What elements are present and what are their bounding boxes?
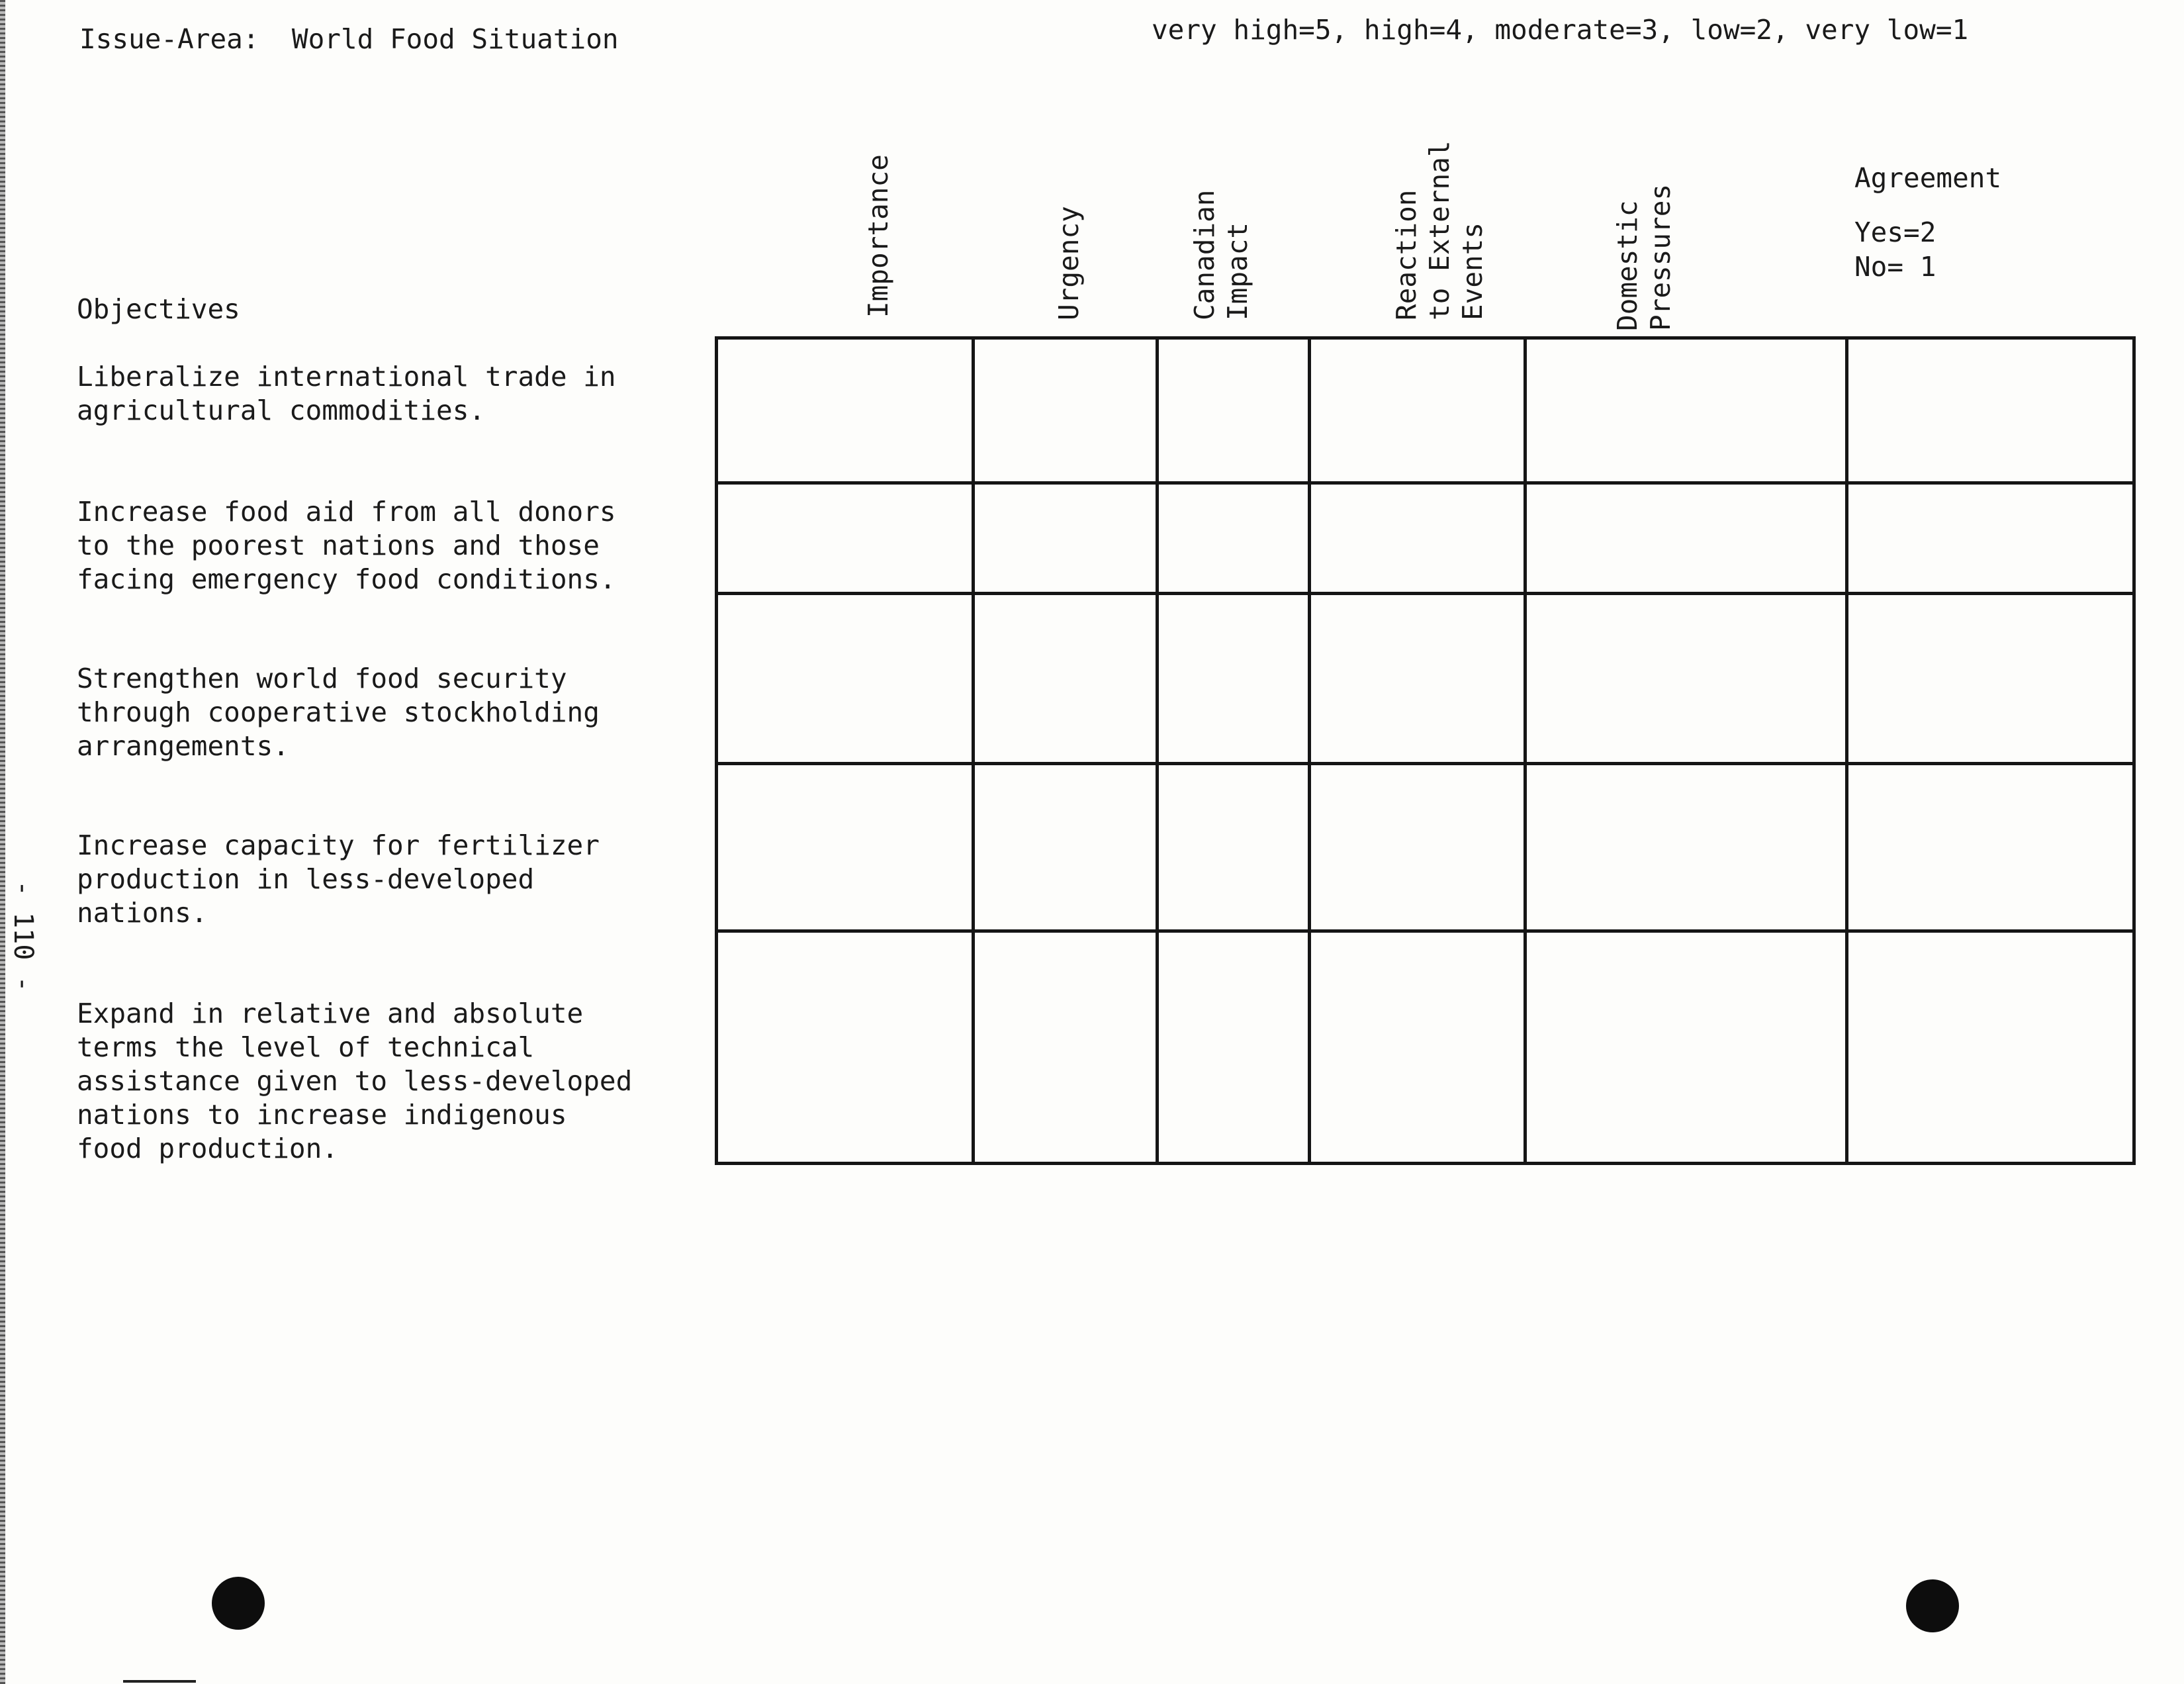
cell-canadian-impact[interactable] [1158, 483, 1310, 593]
cell-reaction[interactable] [1310, 931, 1525, 1163]
cell-reaction[interactable] [1310, 483, 1525, 593]
cell-importance[interactable] [717, 763, 974, 931]
cell-domestic-pressures[interactable] [1525, 593, 1847, 763]
cell-reaction[interactable] [1310, 763, 1525, 931]
punch-hole-left [212, 1577, 265, 1630]
column-header-urgency: Urgency [1053, 206, 1085, 320]
grid-row-objective-5 [717, 931, 2134, 1163]
cell-canadian-impact[interactable] [1158, 338, 1310, 483]
rating-grid [715, 336, 2136, 1165]
cell-agreement[interactable] [1847, 338, 2134, 483]
page-number: - 110 - [8, 880, 38, 992]
column-header-canadian-impact: Canadian Impact [1189, 189, 1253, 320]
rating-scale-legend: very high=5, high=4, moderate=3, low=2, very low=1 [1152, 14, 1969, 46]
grid-row-objective-1 [717, 338, 2134, 483]
cell-urgency[interactable] [974, 483, 1158, 593]
grid-row-objective-2 [717, 483, 2134, 593]
column-header-reaction-external-events: Reaction to External Events [1390, 140, 1488, 320]
cell-domestic-pressures[interactable] [1525, 483, 1847, 593]
column-header-importance: Importance [862, 154, 894, 318]
objective-3: Strengthen world food security through cooperative stockholding arrangements. [77, 663, 600, 762]
cell-canadian-impact[interactable] [1158, 593, 1310, 763]
cell-canadian-impact[interactable] [1158, 931, 1310, 1163]
objective-4: Increase capacity for fertilizer production in less-developed nations. [77, 829, 600, 929]
cell-domestic-pressures[interactable] [1525, 931, 1847, 1163]
objectives-heading: Objectives [77, 293, 240, 325]
cell-agreement[interactable] [1847, 593, 2134, 763]
cell-agreement[interactable] [1847, 931, 2134, 1163]
punch-hole-right [1906, 1579, 1959, 1632]
cell-domestic-pressures[interactable] [1525, 763, 1847, 931]
cell-urgency[interactable] [974, 931, 1158, 1163]
cell-importance[interactable] [717, 338, 974, 483]
footer-rule [123, 1680, 196, 1683]
cell-importance[interactable] [717, 593, 974, 763]
grid-row-objective-3 [717, 593, 2134, 763]
cell-agreement[interactable] [1847, 763, 2134, 931]
cell-canadian-impact[interactable] [1158, 763, 1310, 931]
cell-importance[interactable] [717, 931, 974, 1163]
cell-agreement[interactable] [1847, 483, 2134, 593]
issue-area-title: Issue-Area: World Food Situation [79, 23, 619, 55]
agreement-yes-legend: Yes=2 [1854, 216, 1936, 248]
objective-5: Expand in relative and absolute terms the level of technical assistance given to less-developed nations to increase indigenous food production. [77, 998, 633, 1164]
cell-importance[interactable] [717, 483, 974, 593]
cell-reaction[interactable] [1310, 338, 1525, 483]
grid-row-objective-4 [717, 763, 2134, 931]
cell-domestic-pressures[interactable] [1525, 338, 1847, 483]
cell-reaction[interactable] [1310, 593, 1525, 763]
objective-2: Increase food aid from all donors to the poorest nations and those facing emergency food conditions. [77, 496, 616, 595]
cell-urgency[interactable] [974, 338, 1158, 483]
objective-1: Liberalize international trade in agricultural commodities. [77, 361, 616, 426]
agreement-no-legend: No= 1 [1854, 251, 1936, 283]
agreement-header: Agreement [1854, 162, 2002, 194]
cell-urgency[interactable] [974, 593, 1158, 763]
cell-urgency[interactable] [974, 763, 1158, 931]
column-header-domestic-pressures: Domestic Pressures [1612, 183, 1676, 331]
scanned-page-edge [0, 0, 5, 1684]
